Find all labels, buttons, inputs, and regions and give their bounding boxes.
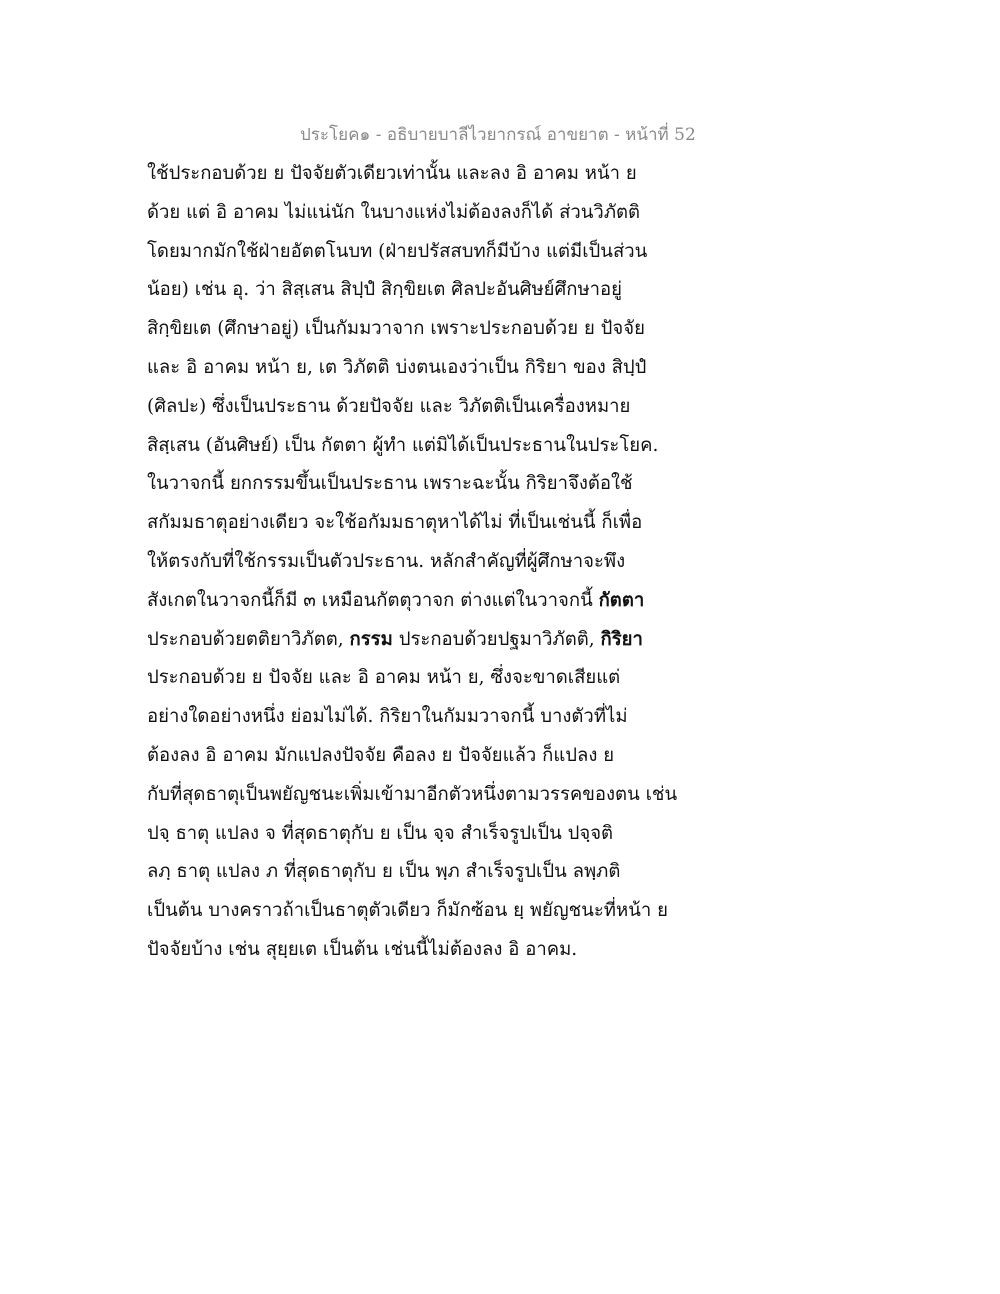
text-line <box>147 310 707 349</box>
text-line <box>147 155 707 194</box>
text-segment: เป็นต้น บางคราวถ้าเป็นธาตุตัวเดียว ก็มักซ้อน ยฺ พยัญชนะที่หน้า ย <box>147 900 668 922</box>
text-line <box>147 465 707 504</box>
bold-term: กัตตา <box>598 589 645 611</box>
text-segment: สิสฺเสน (อันศิษย์) เป็น กัตตา ผู้ทำ แต่มิได้เป็นประธานในประโยค. <box>147 434 659 456</box>
text-segment: ด้วย แต่ อิ อาคม ไม่แน่นัก ในบางแห่งไม่ต้องลงก็ได้ ส่วนวิภัตติ <box>147 201 641 223</box>
text-line <box>147 504 707 543</box>
text-segment: ประกอบด้วยตติยาวิภัตต, <box>147 628 350 650</box>
text-line <box>147 621 707 660</box>
text-line <box>147 737 707 776</box>
text-line <box>147 698 707 737</box>
text-segment: ปัจจัยบ้าง เช่น สุยฺยเต เป็นต้น เช่นนี้ไม่ต้องลง อิ อาคม. <box>147 938 578 960</box>
text-segment: ปจฺ ธาตุ แปลง จ ที่สุดธาตุกับ ย เป็น จฺจ สำเร็จรูปเป็น ปจฺจติ <box>147 822 614 844</box>
text-segment: ต้องลง อิ อาคม มักแปลงปัจจัย คือลง ย ปัจจัยแล้ว ก็แปลง ย <box>147 744 615 766</box>
text-line <box>147 233 707 272</box>
text-line <box>147 815 707 854</box>
text-segment: ลภฺ ธาตุ แปลง ภ ที่สุดธาตุกับ ย เป็น พฺภ สำเร็จรูปเป็น ลพฺภติ <box>147 861 621 883</box>
text-line <box>147 776 707 815</box>
text-segment: อย่างใดอย่างหนึ่ง ย่อมไม่ได้. กิริยาในกัมมวาจกนี้ บางตัวที่ไม่ <box>147 706 628 728</box>
text-segment: สิกฺขิยเต (ศึกษาอยู่) เป็นกัมมวาจาก เพราะประกอบด้วย ย ปัจจัย <box>147 318 645 340</box>
text-segment: ใช้ประกอบด้วย ย ปัจจัยตัวเดียวเท่านั้น และลง อิ อาคม หน้า ย <box>147 163 637 184</box>
text-line <box>147 349 707 388</box>
text-line <box>147 853 707 892</box>
text-line <box>147 659 707 698</box>
bold-term: กิริยา <box>600 628 643 650</box>
text-segment: น้อย) เช่น อุ. ว่า สิสฺเสน สิปฺปํ สิกฺขิยเต ศิลปะอันศิษย์ศึกษาอยู่ <box>147 279 622 301</box>
running-header: ประโยค๑ - อธิบายบาลีไวยากรณ์ อาขยาต - หน้าที่ 52 <box>300 125 696 145</box>
text-segment: ในวาจกนี้ ยกกรรมขึ้นเป็นประธาน เพราะฉะนั้น กิริยาจึงต้อใช้ <box>147 473 633 495</box>
body-text <box>147 155 707 970</box>
bold-term: กรรม <box>349 628 393 650</box>
text-segment: ประกอบด้วย ย ปัจจัย และ อิ อาคม หน้า ย, ซึ่งจะขาดเสียแต่ <box>147 667 621 689</box>
text-segment: (ศิลปะ) ซึ่งเป็นประธาน ด้วยปัจจัย และ วิภัตติเป็นเครื่องหมาย <box>147 395 631 417</box>
text-segment: สังเกตในวาจกนี้ก็มี ๓ เหมือนกัตตุวาจก ต่างแต่ในวาจกนี้ <box>147 589 599 611</box>
text-segment: โดยมากมักใช้ฝ่ายอัตตโนบท (ฝ่ายปรัสสบทก็มีบ้าง แต่มีเป็นส่วน <box>147 240 648 262</box>
text-line <box>147 892 707 931</box>
text-segment: ประกอบด้วยปฐมาวิภัตติ, <box>392 628 601 650</box>
text-line <box>147 543 707 582</box>
text-line <box>147 271 707 310</box>
text-segment: ให้ตรงกับที่ใช้กรรมเป็นตัวประธาน. หลักสำคัญที่ผู้ศึกษาจะพึง <box>147 550 626 572</box>
text-segment: กับที่สุดธาตุเป็นพยัญชนะเพิ่มเข้ามาอีกตัวหนึ่งตามวรรคของตน เช่น <box>147 783 678 805</box>
text-line <box>147 194 707 233</box>
text-segment: และ อิ อาคม หน้า ย, เต วิภัตติ บ่งตนเองว่าเป็น กิริยา ของ สิปฺปํ <box>147 356 647 378</box>
text-line <box>147 427 707 466</box>
text-line <box>147 582 707 621</box>
text-line <box>147 388 707 427</box>
text-segment: สกัมมธาตุอย่างเดียว จะใช้อกัมมธาตุหาได้ไม่ ที่เป็นเช่นนี้ ก็เพื่อ <box>147 512 643 534</box>
text-line <box>147 931 707 970</box>
